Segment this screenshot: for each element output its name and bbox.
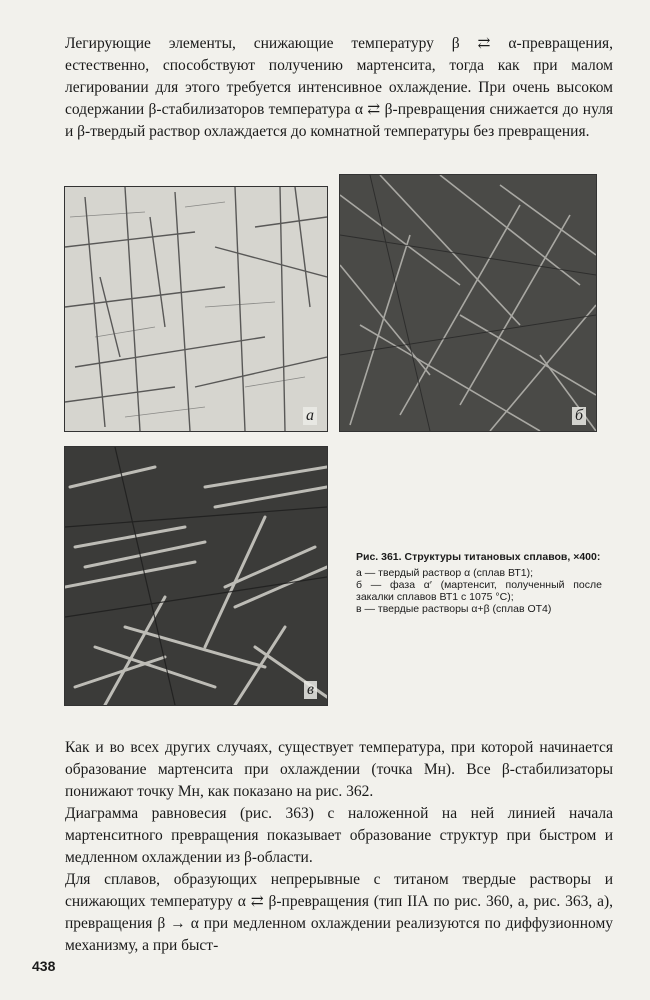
body-text: [65, 737, 613, 957]
micrograph-a: [64, 186, 328, 432]
paragraph-martensite-start: Как и во всех других случаях, существует температура, при которой начинается образование мартенсита при охлаждении (точка Мн). Все β-стабилизаторы понижают точку Мн, как показано на рис. 362.: [65, 739, 613, 800]
micrograph-b-label: б: [572, 407, 586, 425]
micrograph-b: [339, 174, 597, 432]
paragraph-continuous-solutions: Для сплавов, образующих непрерывные с титаном твердые растворы и снижающих температуру α ⇄ β-превращения (тип IIА по рис. 360, а, рис. 363, а), превращения β → α при медленном охлаждении реализуются по диффузионному механизму, а при быст-: [65, 871, 613, 954]
page-number: 438: [32, 958, 56, 974]
caption-title: Рис. 361. Структуры титановых сплавов, ×400:: [356, 551, 601, 563]
figure-caption: [356, 551, 602, 615]
micrograph-b-texture: [340, 175, 596, 431]
micrograph-c-label: в: [304, 681, 317, 699]
micrograph-c-texture: [65, 447, 327, 705]
caption-line-c: в — твердые растворы α+β (сплав ОТ4): [356, 603, 552, 615]
caption-line-b: б — фаза α′ (мартенсит, полученный после закалки сплавов ВТ1 с 1075 °С);: [356, 579, 602, 603]
micrograph-a-texture: [65, 187, 327, 431]
intro-paragraph: Легирующие элементы, снижающие температуру β ⇄ α-превращения, естественно, способствуют получению мартенсита, тогда как при малом легировании для этого требуется интенсивное охлаждение. При очень высоком содержании β-стабилизаторов температура α ⇄ β-превращения снижается до нуля и β-твердый раствор охлаждается до комнатной температуры без превращения.: [65, 35, 613, 140]
paragraph-equilibrium-diagram: Диаграмма равновесия (рис. 363) с наложенной на ней линией начала мартенситного превращения показывает образование структур при быстром и медленном охлаждении из β-области.: [65, 805, 613, 866]
micrograph-c: [64, 446, 328, 706]
caption-line-a: а — твердый раствор α (сплав ВТ1);: [356, 567, 533, 579]
micrograph-a-label: а: [303, 407, 317, 425]
